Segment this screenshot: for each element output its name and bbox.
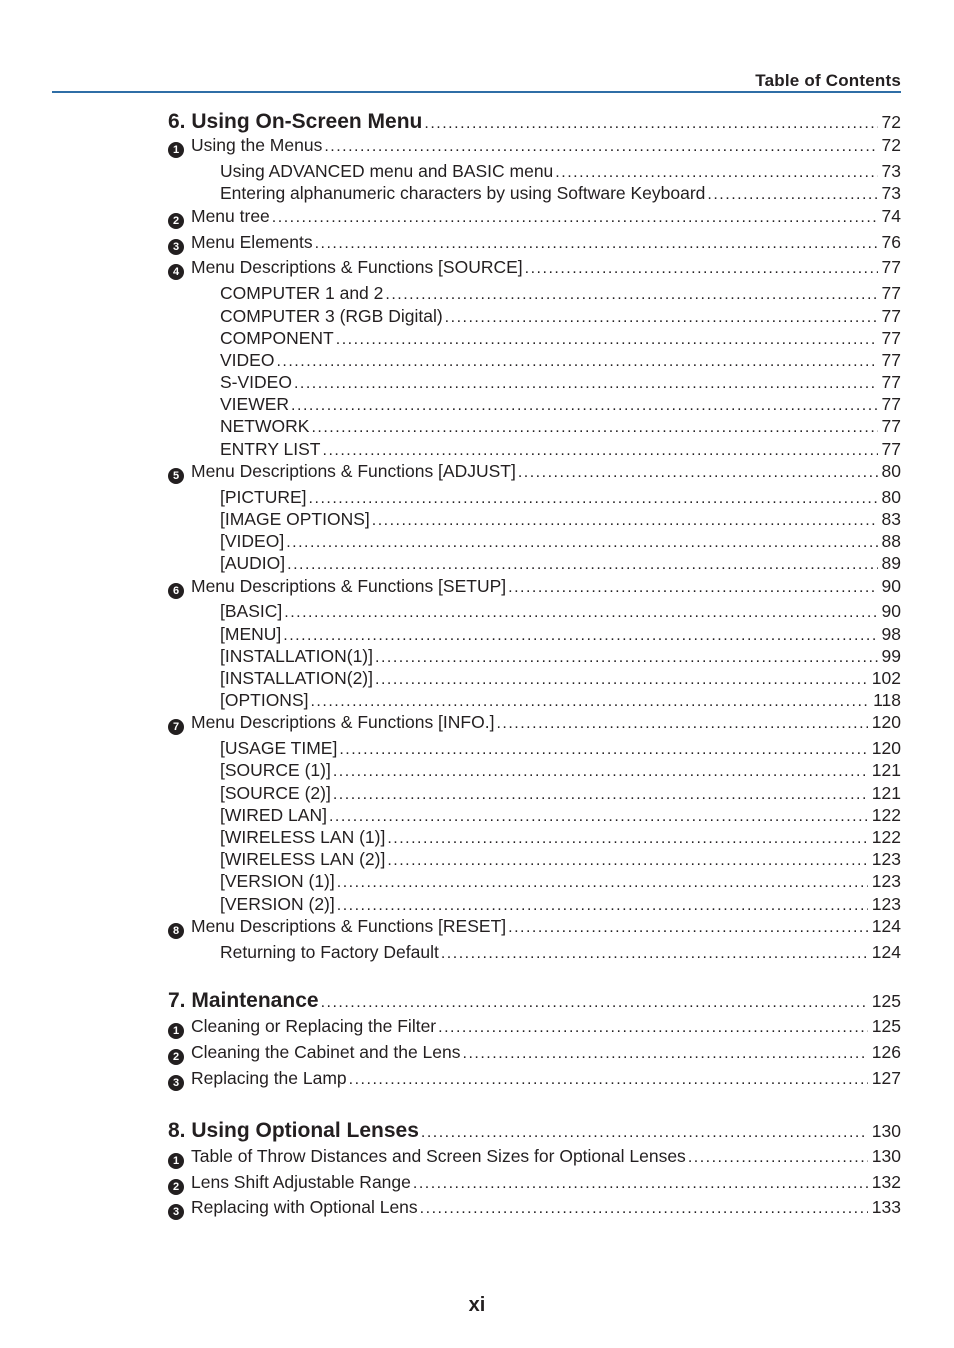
- toc-subentry[interactable]: [220, 870, 901, 894]
- toc-entry-page: 74: [881, 206, 901, 226]
- toc-entry-page: 125: [871, 1016, 901, 1036]
- toc-subentry[interactable]: [220, 282, 901, 306]
- toc-entry-page: 72: [881, 112, 901, 132]
- toc-entry-page: 77: [881, 328, 901, 348]
- dot-leader: [339, 739, 867, 761]
- toc-entry-label: ENTRY LIST: [220, 439, 321, 459]
- toc-subentry[interactable]: [220, 160, 901, 184]
- section-number-icon: 1: [168, 142, 184, 158]
- toc-entry-page: 80: [881, 461, 901, 481]
- section-number-icon: 6: [168, 583, 184, 599]
- toc-entry-page: 80: [881, 487, 901, 507]
- toc-entry-page: 102: [871, 668, 901, 688]
- toc-entry-page: 130: [871, 1121, 901, 1141]
- dot-leader: [707, 184, 877, 206]
- toc-section-entry[interactable]: [168, 1067, 901, 1091]
- toc-entry-page: 120: [871, 712, 901, 732]
- toc-subentry[interactable]: [220, 623, 901, 647]
- toc-entry-page: 83: [881, 509, 901, 529]
- toc-entry-label: Menu Descriptions & Functions [SOURCE]: [191, 257, 523, 277]
- toc-subentry[interactable]: [220, 848, 901, 872]
- dot-leader: [333, 761, 868, 783]
- toc-entry-label: [VERSION (1)]: [220, 871, 335, 891]
- dot-leader: [333, 784, 868, 806]
- toc-subentry[interactable]: [220, 759, 901, 783]
- toc-entry-page: 122: [871, 805, 901, 825]
- toc-entry-page: 121: [871, 783, 901, 803]
- dot-leader: [375, 647, 878, 669]
- toc-entry-page: 125: [871, 991, 901, 1011]
- toc-subentry[interactable]: [220, 782, 901, 806]
- dot-leader: [336, 329, 878, 351]
- toc-section-entry[interactable]: [168, 1041, 901, 1065]
- section-number-icon: 3: [168, 1204, 184, 1220]
- dot-leader: [555, 162, 877, 184]
- toc-entry-page: 133: [871, 1197, 901, 1217]
- toc-subentry[interactable]: [220, 305, 901, 329]
- dot-leader: [287, 554, 877, 576]
- toc-entry-page: 123: [871, 871, 901, 891]
- dot-leader: [323, 440, 878, 462]
- toc-entry-label: 7. Maintenance: [168, 989, 319, 1012]
- toc-entry-page: 89: [881, 553, 901, 573]
- dot-leader: [294, 373, 878, 395]
- toc-entry-label: Menu Descriptions & Functions [SETUP]: [191, 576, 507, 596]
- section-number-icon: 1: [168, 1023, 184, 1039]
- dot-leader: [372, 510, 878, 532]
- toc-subentry[interactable]: [220, 552, 901, 576]
- toc-section-entry[interactable]: [168, 575, 901, 599]
- section-number-icon: 5: [168, 468, 184, 484]
- section-number-icon: 8: [168, 923, 184, 939]
- toc-entry-page: 77: [881, 350, 901, 370]
- dot-leader: [310, 691, 869, 713]
- dot-leader: [337, 895, 868, 917]
- toc-subentry[interactable]: [220, 941, 901, 965]
- dot-leader: [349, 1069, 868, 1091]
- toc-entry-label: [WIRELESS LAN (1)]: [220, 827, 386, 847]
- toc-entry-label: [OPTIONS]: [220, 690, 309, 710]
- toc-entry-page: 76: [881, 232, 901, 252]
- dot-leader: [337, 872, 868, 894]
- toc-entry-page: 124: [871, 942, 901, 962]
- toc-subentry[interactable]: [220, 600, 901, 624]
- toc-entry-page: 77: [881, 257, 901, 277]
- dot-leader: [311, 417, 877, 439]
- toc-entry-label: [MENU]: [220, 624, 282, 644]
- toc-entry-page: 90: [881, 601, 901, 621]
- toc-entry-label: [IMAGE OPTIONS]: [220, 509, 370, 529]
- dot-leader: [283, 625, 877, 647]
- toc-entry-label: Using ADVANCED menu and BASIC menu: [220, 161, 554, 181]
- section-number-icon: 1: [168, 1153, 184, 1169]
- toc-entry-label: Cleaning the Cabinet and the Lens: [191, 1042, 461, 1062]
- toc-subentry[interactable]: [220, 893, 901, 917]
- toc-subentry[interactable]: [220, 804, 901, 828]
- toc-entry-label: [AUDIO]: [220, 553, 286, 573]
- toc-entry-label: [USAGE TIME]: [220, 738, 338, 758]
- header-title: Table of Contents: [755, 71, 901, 90]
- toc-entry-label: [VIDEO]: [220, 531, 285, 551]
- toc-entry-page: 90: [881, 576, 901, 596]
- section-number-icon: 3: [168, 239, 184, 255]
- dot-leader: [276, 351, 877, 373]
- toc-chapter-entry[interactable]: [168, 109, 901, 137]
- toc-entry-label: Entering alphanumeric characters by using Software Keyboard: [220, 183, 706, 203]
- toc-subentry[interactable]: [220, 508, 901, 532]
- toc-entry-label: COMPONENT: [220, 328, 334, 348]
- toc-subentry[interactable]: [220, 327, 901, 351]
- dot-leader: [445, 307, 878, 329]
- dot-leader: [413, 1173, 868, 1195]
- dot-leader: [284, 602, 877, 624]
- toc-entry-label: S-VIDEO: [220, 372, 292, 392]
- page-number: xi: [468, 1294, 486, 1316]
- toc-entry-label: Menu Descriptions & Functions [INFO.]: [191, 712, 495, 732]
- toc-entry-label: [INSTALLATION(1)]: [220, 646, 373, 666]
- toc-subentry[interactable]: [220, 438, 901, 462]
- toc-entry-page: 77: [881, 439, 901, 459]
- dot-leader: [688, 1147, 868, 1169]
- section-number-icon: 2: [168, 1049, 184, 1065]
- toc-entry-label: [BASIC]: [220, 601, 283, 621]
- toc-entry-label: COMPUTER 3 (RGB Digital): [220, 306, 443, 326]
- toc-entry-page: 123: [871, 894, 901, 914]
- toc-entry-page: 99: [881, 646, 901, 666]
- dot-leader: [387, 828, 867, 850]
- toc-entry-label: NETWORK: [220, 416, 310, 436]
- dot-leader: [291, 395, 877, 417]
- toc-entry-page: 73: [881, 161, 901, 181]
- toc-section-entry[interactable]: [168, 1196, 901, 1220]
- toc-entry-label: [SOURCE (2)]: [220, 783, 331, 803]
- toc-section-entry[interactable]: [168, 1171, 901, 1195]
- toc-entry-label: Table of Throw Distances and Screen Sizes for Optional Lenses: [191, 1146, 686, 1166]
- toc-entry-page: 77: [881, 394, 901, 414]
- toc-entry-label: [WIRED LAN]: [220, 805, 327, 825]
- toc-entry-page: 73: [881, 183, 901, 203]
- toc-section-entry[interactable]: [168, 256, 901, 280]
- toc-section-entry[interactable]: [168, 711, 901, 735]
- toc-entry-page: 88: [881, 531, 901, 551]
- dot-leader: [286, 532, 877, 554]
- toc-entry-label: Using the Menus: [191, 135, 323, 155]
- toc-entry-page: 122: [871, 827, 901, 847]
- toc-chapter-entry[interactable]: [168, 1118, 901, 1146]
- toc-entry-label: [WIRELESS LAN (2)]: [220, 849, 386, 869]
- toc-entry-label: Replacing with Optional Lens: [191, 1197, 418, 1217]
- toc-subentry[interactable]: [220, 415, 901, 439]
- toc-subentry[interactable]: [220, 393, 901, 417]
- toc-entry-label: [SOURCE (1)]: [220, 760, 331, 780]
- toc-entry-page: 132: [871, 1172, 901, 1192]
- toc-section-entry[interactable]: [168, 1145, 901, 1169]
- dot-leader: [385, 284, 877, 306]
- header-divider: [52, 91, 901, 93]
- toc-subentry[interactable]: [220, 667, 901, 691]
- toc-entry-label: Replacing the Lamp: [191, 1068, 347, 1088]
- section-number-icon: 2: [168, 1179, 184, 1195]
- toc-section-entry[interactable]: [168, 1015, 901, 1039]
- toc-section-entry[interactable]: [168, 231, 901, 255]
- toc-entry-label: Returning to Factory Default: [220, 942, 439, 962]
- dot-leader: [329, 806, 868, 828]
- toc-entry-page: 77: [881, 306, 901, 326]
- toc-entry-label: [VERSION (2)]: [220, 894, 335, 914]
- dot-leader: [272, 207, 878, 229]
- toc-entry-page: 77: [881, 416, 901, 436]
- toc-entry-label: VIDEO: [220, 350, 275, 370]
- dot-leader: [421, 1120, 868, 1146]
- toc-entry-page: 77: [881, 372, 901, 392]
- toc-entry-label: Menu Descriptions & Functions [ADJUST]: [191, 461, 516, 481]
- toc-entry-page: 130: [871, 1146, 901, 1166]
- toc-entry-label: [INSTALLATION(2)]: [220, 668, 373, 688]
- dot-leader: [324, 136, 877, 158]
- toc-entry-label: VIEWER: [220, 394, 290, 414]
- dot-leader: [420, 1198, 868, 1220]
- toc-entry-page: 120: [871, 738, 901, 758]
- toc-subentry[interactable]: [220, 737, 901, 761]
- dot-leader: [508, 577, 877, 599]
- section-number-icon: 4: [168, 264, 184, 280]
- dot-leader: [525, 258, 878, 280]
- toc-subentry[interactable]: [220, 349, 901, 373]
- toc-entry-page: 126: [871, 1042, 901, 1062]
- toc-entry-page: 124: [871, 916, 901, 936]
- toc-subentry[interactable]: [220, 530, 901, 554]
- toc-section-entry[interactable]: [168, 205, 901, 229]
- toc-entry-page: 98: [881, 624, 901, 644]
- toc-section-entry[interactable]: [168, 915, 901, 939]
- section-number-icon: 7: [168, 719, 184, 735]
- section-number-icon: 2: [168, 213, 184, 229]
- dot-leader: [518, 462, 878, 484]
- toc-subentry[interactable]: [220, 182, 901, 206]
- toc-entry-page: 127: [871, 1068, 901, 1088]
- dot-leader: [321, 990, 868, 1016]
- dot-leader: [438, 1017, 868, 1039]
- toc-subentry[interactable]: [220, 826, 901, 850]
- dot-leader: [463, 1043, 868, 1065]
- dot-leader: [309, 488, 878, 510]
- toc-chapter-entry[interactable]: [168, 988, 901, 1016]
- dot-leader: [441, 943, 868, 965]
- dot-leader: [496, 713, 867, 735]
- toc-entry-page: 121: [871, 760, 901, 780]
- toc-entry-page: 72: [881, 135, 901, 155]
- toc-entry-label: COMPUTER 1 and 2: [220, 283, 384, 303]
- toc-subentry[interactable]: [220, 645, 901, 669]
- toc-section-entry[interactable]: [168, 134, 901, 158]
- toc-subentry[interactable]: [220, 689, 901, 713]
- dot-leader: [375, 669, 868, 691]
- toc-entry-label: Menu Descriptions & Functions [RESET]: [191, 916, 507, 936]
- dot-leader: [315, 233, 878, 255]
- toc-entry-page: 77: [881, 283, 901, 303]
- toc-entry-label: Lens Shift Adjustable Range: [191, 1172, 411, 1192]
- toc-entry-label: 6. Using On-Screen Menu: [168, 110, 423, 133]
- section-number-icon: 3: [168, 1075, 184, 1091]
- toc-entry-label: [PICTURE]: [220, 487, 307, 507]
- toc-entry-page: 123: [871, 849, 901, 869]
- toc-entry-page: 118: [873, 690, 901, 710]
- dot-leader: [387, 850, 867, 872]
- toc-subentry[interactable]: [220, 371, 901, 395]
- toc-entry-label: Menu tree: [191, 206, 270, 226]
- dot-leader: [508, 917, 868, 939]
- toc-section-entry[interactable]: [168, 460, 901, 484]
- toc-entry-label: Menu Elements: [191, 232, 313, 252]
- toc-subentry[interactable]: [220, 486, 901, 510]
- toc-entry-label: 8. Using Optional Lenses: [168, 1119, 419, 1142]
- toc-entry-label: Cleaning or Replacing the Filter: [191, 1016, 437, 1036]
